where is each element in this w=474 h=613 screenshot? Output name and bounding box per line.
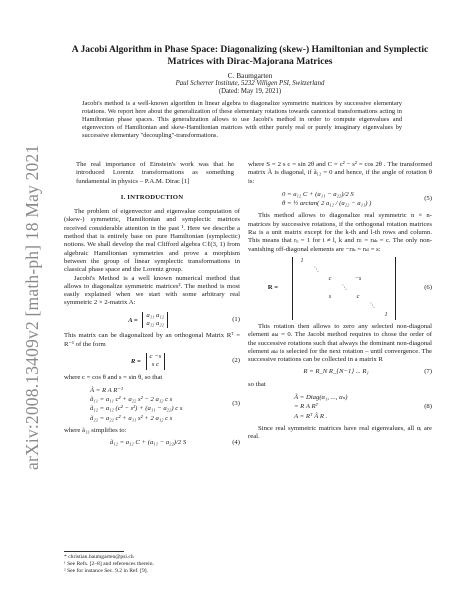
rotation-matrix: 1 ⋱ c −s ⋱ s c ⋱ 1 xyxy=(292,257,396,320)
eq2-lhs: R = xyxy=(130,357,141,365)
equation-6 xyxy=(248,254,432,323)
right-paragraph-4: so that xyxy=(248,380,266,388)
eq7-body: R = R_N R_{N−1} ... R₁ xyxy=(303,368,369,376)
eq5-line2: θ = ½ arctan( 2 a₁₂ / (a₂₂ − a₁₁) ) xyxy=(282,200,372,208)
left-column xyxy=(64,161,240,601)
eq3-line1: Ã = R A R⁻¹ xyxy=(90,386,123,394)
eq7-number: (7) xyxy=(424,368,432,376)
footnote-email: * christian.baumgarten@psi.ch xyxy=(64,554,134,560)
equation-2 xyxy=(64,353,240,370)
eq8-line1: Ã = Diag(α₁, ..., αₙ) xyxy=(294,394,348,402)
eq6-lhs: R = xyxy=(267,284,278,292)
arxiv-stamp: arXiv:2008.13409v2 [math-ph] 18 May 2021 xyxy=(22,144,42,470)
author: C. Baumgarten xyxy=(227,71,273,80)
equation-3 xyxy=(64,382,240,427)
eq4-number: (4) xyxy=(232,439,240,447)
intro-paragraph-1: The problem of eigenvector and eigenvalue computation of (skew-) symmetric, Hamiltonian and symplectic matrices received considerable attention in the past ¹. Here we describe a method that is entirely base on pure Hamiltonian (symplectic) notions. We shall develop the real Clifford algebra Cℓ(3, 1) from algebraic Hamiltonian symmetries and prove a morphism between the group of linear symplectic transformations in classical phase space and the Lorentz group. xyxy=(64,208,240,274)
eq1-number: (1) xyxy=(232,315,240,323)
eq2-row2: s c xyxy=(151,361,160,369)
footnotes xyxy=(64,551,240,574)
footnote-2: ² See for instance Sec. 9.2 in Ref. [9]. xyxy=(64,567,149,574)
eq1-lhs: A = xyxy=(128,316,138,324)
right-paragraph-2: This method allows to diagonalize real symmetric n × n-matrices by successive rotations, if the orthogonal rotation matrices Rₖₗ is a unit matrix except for the k-th and l-th rows and column. This means that rᵢᵢ = 1 for i ≠ l, k and rₗₗ = rₖₖ = c. The only non-vanishing off-diagonal elements are −rₗₖ = rₖₗ = s: xyxy=(248,212,432,253)
right-paragraph-1: where S = 2 s c = sin 2θ and C = c² − s² = cos 2θ . The transformed matrix Ã is diagonal, if ã₁₂ = 0 and hence, if the angle of rotation θ is: xyxy=(248,161,432,185)
equation-5 xyxy=(248,186,432,213)
abstract: Jacobi's method is a well-known algorithm in linear algebra to diagonalize symmetric matrices by successive elementary rotations. We report here about the generalization of these elementary rotations towards canonical transformations acting in Hamiltonian phase spaces. This generalization allows to use Jacobi's method in order to compute eigenvalues and eigenvectors of Hamiltonian and skew-Hamiltonian matrices with either purely real or purely imaginary eigenvalues by successive elementary "decoupling"-transformations. xyxy=(82,100,402,140)
right-paragraph-3: This rotation then allows to zero any selected non-diagonal element aₖₗ = 0. The Jacobi method requires to chose the order of the successive rotations such that always the dominant non-diagonal element aₖₗ is selected for the next rotation – until convergence. The successive rotations can be collected in a matrix R xyxy=(248,322,432,364)
section-heading: I. INTRODUCTION xyxy=(120,193,184,201)
eq5-line1: 0 = a₁₂ C + (a₁₁ − a₂₂)/2 S xyxy=(282,190,354,198)
intro-paragraph-2: Jacobi's Method is a well known numerical method that allows to diagonalize symmetric matrices². The method is most easily explained when we start with some arbitrary real symmetric 2 × 2-matrix A: xyxy=(64,274,240,307)
affiliation: Paul Scherrer Institute, 5232 Villigen PSI, Switzerland xyxy=(175,80,325,87)
eq1-row1: a₁₁ a₁₂ xyxy=(146,311,165,319)
paper-title: A Jacobi Algorithm in Phase Space: Diagonalizing (skew-) Hamiltonian and Symplectic Matrices with Dirac-Majorana Matrices xyxy=(71,44,429,67)
epigraph: The real importance of Einstein's work was that he introduced Lorentz transformations as something fundamental in physics – P.A.M. Dirac [1] xyxy=(76,161,234,185)
footnote-1: ¹ See Refs. [2–8] and references therein. xyxy=(64,560,154,567)
equation-4 xyxy=(64,439,240,447)
eq6-number: (6) xyxy=(424,284,432,292)
eq4-body: ã₁₂ = a₁₂ C + (a₁₁ − a₂₂)/2 S xyxy=(109,439,187,447)
intro-paragraph-3: This matrix can be diagonalized by an orthogonal Matrix Rᵀ = R⁻¹ of the form xyxy=(64,332,240,348)
date: (Dated: May 19, 2021) xyxy=(218,88,282,95)
intro-paragraph-5: where ã₁₂ simplifies to: xyxy=(64,427,127,435)
eq2-row1: c −s xyxy=(149,352,162,360)
footnote-rule xyxy=(64,551,124,552)
eq3-line4: ã₂₂ = a₂₂ c² + a₁₁ s² + 2 a₁₂ c s xyxy=(90,414,173,422)
equation-8 xyxy=(248,389,432,425)
right-paragraph-5: Since real symmetric matrices have real eigenvalues, all αᵢ are real. xyxy=(248,424,432,441)
eq8-line2: = R A Rᵀ xyxy=(294,403,319,411)
equation-7 xyxy=(248,368,432,376)
eq5-number: (5) xyxy=(424,195,432,203)
equation-1 xyxy=(64,312,240,329)
eq1-row2: a₁₂ a₂₂ xyxy=(146,320,165,328)
eq2-number: (2) xyxy=(232,357,240,365)
intro-paragraph-4: where c = cos θ and s = sin θ, so that xyxy=(64,373,163,381)
right-column xyxy=(248,161,432,601)
eq3-line3: ã₁₂ = a₁₂ (c² − s²) + (a₁₁ − a₂₂) c s xyxy=(90,405,183,413)
eq8-number: (8) xyxy=(424,402,432,410)
eq3-line2: ã₁₁ = a₁₁ c² + a₂₂ s² − 2 a₁₂ c s xyxy=(90,396,173,404)
eq8-line3: A = Rᵀ Ã R . xyxy=(294,412,328,420)
eq3-number: (3) xyxy=(232,400,240,408)
